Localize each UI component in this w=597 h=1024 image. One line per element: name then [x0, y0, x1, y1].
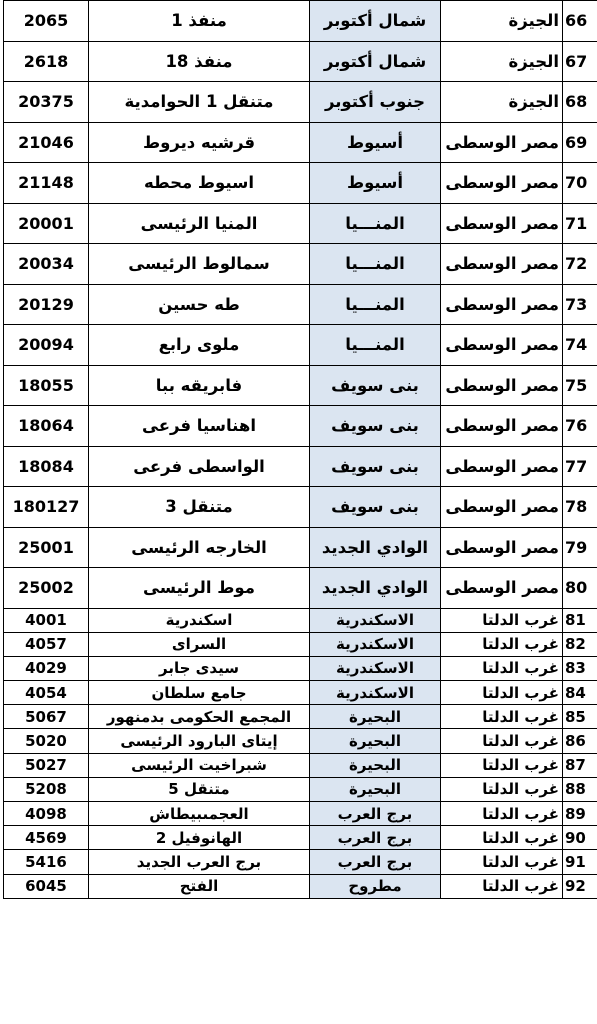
region-cell: غرب الدلتا	[441, 777, 563, 801]
office-code-cell: 4057	[4, 632, 89, 656]
governorate-cell: الوادي الجديد	[310, 568, 441, 609]
office-name-cell: المجمع الحكومى بدمنهور	[89, 705, 310, 729]
office-code-cell: 18055	[4, 365, 89, 406]
office-name-cell: الهانوفيل 2	[89, 826, 310, 850]
office-code-cell: 20129	[4, 284, 89, 325]
table-row	[4, 656, 597, 680]
office-code-cell: 18064	[4, 406, 89, 447]
region-cell: مصر الوسطى	[441, 527, 563, 568]
office-name-cell: منفذ 18	[89, 41, 310, 82]
row-number-cell: 80	[563, 568, 597, 609]
office-code-cell: 2618	[4, 41, 89, 82]
row-number-cell: 77	[563, 446, 597, 487]
table-row	[4, 82, 597, 123]
row-number-cell: 74	[563, 325, 597, 366]
governorate-cell: شمال أكتوبر	[310, 1, 441, 42]
office-name-cell: السراى	[89, 632, 310, 656]
governorate-cell: المنـــيا	[310, 325, 441, 366]
office-name-cell: منفذ 1	[89, 1, 310, 42]
governorate-cell: برج العرب	[310, 826, 441, 850]
region-cell: مصر الوسطى	[441, 122, 563, 163]
row-number-cell: 91	[563, 850, 597, 874]
row-number-cell: 66	[563, 1, 597, 42]
row-number-cell: 70	[563, 163, 597, 204]
office-code-cell: 21148	[4, 163, 89, 204]
office-code-cell: 5027	[4, 753, 89, 777]
region-cell: مصر الوسطى	[441, 284, 563, 325]
row-number-cell: 82	[563, 632, 597, 656]
table-row	[4, 874, 597, 898]
office-code-cell: 4001	[4, 608, 89, 632]
row-number-cell: 75	[563, 365, 597, 406]
governorate-cell: المنـــيا	[310, 244, 441, 285]
region-cell: مصر الوسطى	[441, 244, 563, 285]
table-row	[4, 729, 597, 753]
governorate-cell: الاسكندرية	[310, 632, 441, 656]
governorate-cell: المنـــيا	[310, 203, 441, 244]
office-code-cell: 5067	[4, 705, 89, 729]
row-number-cell: 72	[563, 244, 597, 285]
table-body	[4, 1, 597, 899]
row-number-cell: 67	[563, 41, 597, 82]
region-cell: غرب الدلتا	[441, 826, 563, 850]
post-office-table	[3, 0, 597, 899]
table-row	[4, 705, 597, 729]
governorate-cell: جنوب أكتوبر	[310, 82, 441, 123]
table-row	[4, 41, 597, 82]
region-cell: غرب الدلتا	[441, 874, 563, 898]
region-cell: غرب الدلتا	[441, 753, 563, 777]
region-cell: مصر الوسطى	[441, 163, 563, 204]
table-row	[4, 244, 597, 285]
office-code-cell: 25002	[4, 568, 89, 609]
office-code-cell: 20034	[4, 244, 89, 285]
office-name-cell: شبراخيت الرئيسى	[89, 753, 310, 777]
office-name-cell: المنيا الرئيسى	[89, 203, 310, 244]
office-code-cell: 4098	[4, 802, 89, 826]
governorate-cell: بنى سويف	[310, 365, 441, 406]
row-number-cell: 71	[563, 203, 597, 244]
office-name-cell: العجمىبيطاش	[89, 802, 310, 826]
row-number-cell: 89	[563, 802, 597, 826]
office-name-cell: اهناسيا فرعى	[89, 406, 310, 447]
table-row	[4, 850, 597, 874]
office-name-cell: موط الرئيسى	[89, 568, 310, 609]
office-name-cell: إيتاى البارود الرئيسى	[89, 729, 310, 753]
row-number-cell: 68	[563, 82, 597, 123]
office-name-cell: طه حسين	[89, 284, 310, 325]
office-code-cell: 4029	[4, 656, 89, 680]
office-code-cell: 5020	[4, 729, 89, 753]
office-code-cell: 5416	[4, 850, 89, 874]
office-code-cell: 2065	[4, 1, 89, 42]
table-row	[4, 365, 597, 406]
region-cell: مصر الوسطى	[441, 365, 563, 406]
governorate-cell: برج العرب	[310, 850, 441, 874]
office-code-cell: 25001	[4, 527, 89, 568]
governorate-cell: البحيرة	[310, 753, 441, 777]
office-name-cell: متنقل 5	[89, 777, 310, 801]
row-number-cell: 76	[563, 406, 597, 447]
table-row	[4, 163, 597, 204]
table-row	[4, 325, 597, 366]
region-cell: مصر الوسطى	[441, 325, 563, 366]
region-cell: غرب الدلتا	[441, 632, 563, 656]
office-code-cell: 4569	[4, 826, 89, 850]
table-row	[4, 681, 597, 705]
office-name-cell: سيدى جابر	[89, 656, 310, 680]
governorate-cell: بنى سويف	[310, 487, 441, 528]
governorate-cell: بنى سويف	[310, 446, 441, 487]
governorate-cell: البحيرة	[310, 729, 441, 753]
table-row	[4, 826, 597, 850]
office-code-cell: 180127	[4, 487, 89, 528]
row-number-cell: 79	[563, 527, 597, 568]
office-name-cell: متنقل 1 الحوامدية	[89, 82, 310, 123]
table-row	[4, 753, 597, 777]
governorate-cell: الاسكندرية	[310, 608, 441, 632]
row-number-cell: 69	[563, 122, 597, 163]
row-number-cell: 92	[563, 874, 597, 898]
office-name-cell: الخارجه الرئيسى	[89, 527, 310, 568]
office-code-cell: 6045	[4, 874, 89, 898]
office-code-cell: 20094	[4, 325, 89, 366]
governorate-cell: الاسكندرية	[310, 681, 441, 705]
table-row	[4, 122, 597, 163]
office-name-cell: جامع سلطان	[89, 681, 310, 705]
region-cell: مصر الوسطى	[441, 203, 563, 244]
office-name-cell: سمالوط الرئيسى	[89, 244, 310, 285]
table-row	[4, 284, 597, 325]
office-name-cell: فابريقه ببا	[89, 365, 310, 406]
governorate-cell: مطروح	[310, 874, 441, 898]
row-number-cell: 87	[563, 753, 597, 777]
region-cell: غرب الدلتا	[441, 705, 563, 729]
table-row	[4, 568, 597, 609]
table-row	[4, 203, 597, 244]
region-cell: غرب الدلتا	[441, 656, 563, 680]
row-number-cell: 78	[563, 487, 597, 528]
table-row	[4, 446, 597, 487]
region-cell: الجيزة	[441, 82, 563, 123]
region-cell: مصر الوسطى	[441, 568, 563, 609]
table-row	[4, 487, 597, 528]
region-cell: غرب الدلتا	[441, 681, 563, 705]
office-code-cell: 5208	[4, 777, 89, 801]
office-name-cell: اسكندرية	[89, 608, 310, 632]
governorate-cell: أسيوط	[310, 122, 441, 163]
governorate-cell: البحيرة	[310, 705, 441, 729]
office-name-cell: اسيوط محطه	[89, 163, 310, 204]
region-cell: مصر الوسطى	[441, 406, 563, 447]
governorate-cell: شمال أكتوبر	[310, 41, 441, 82]
office-code-cell: 18084	[4, 446, 89, 487]
governorate-cell: بنى سويف	[310, 406, 441, 447]
table-row	[4, 527, 597, 568]
row-number-cell: 85	[563, 705, 597, 729]
region-cell: غرب الدلتا	[441, 850, 563, 874]
region-cell: غرب الدلتا	[441, 729, 563, 753]
office-name-cell: قرشيه ديروط	[89, 122, 310, 163]
row-number-cell: 81	[563, 608, 597, 632]
table-row	[4, 802, 597, 826]
table-row	[4, 632, 597, 656]
office-name-cell: الواسطى فرعى	[89, 446, 310, 487]
region-cell: غرب الدلتا	[441, 802, 563, 826]
office-code-cell: 20375	[4, 82, 89, 123]
governorate-cell: المنـــيا	[310, 284, 441, 325]
row-number-cell: 83	[563, 656, 597, 680]
governorate-cell: الاسكندرية	[310, 656, 441, 680]
office-name-cell: برج العرب الجديد	[89, 850, 310, 874]
governorate-cell: برج العرب	[310, 802, 441, 826]
governorate-cell: الوادي الجديد	[310, 527, 441, 568]
office-name-cell: ملوى رابع	[89, 325, 310, 366]
table-row	[4, 608, 597, 632]
row-number-cell: 86	[563, 729, 597, 753]
office-name-cell: متنقل 3	[89, 487, 310, 528]
post-office-table-sheet	[3, 0, 592, 899]
row-number-cell: 88	[563, 777, 597, 801]
region-cell: غرب الدلتا	[441, 608, 563, 632]
office-code-cell: 4054	[4, 681, 89, 705]
row-number-cell: 73	[563, 284, 597, 325]
table-row	[4, 1, 597, 42]
office-name-cell: الفتح	[89, 874, 310, 898]
region-cell: مصر الوسطى	[441, 446, 563, 487]
governorate-cell: أسيوط	[310, 163, 441, 204]
table-row	[4, 406, 597, 447]
row-number-cell: 84	[563, 681, 597, 705]
region-cell: الجيزة	[441, 1, 563, 42]
row-number-cell: 90	[563, 826, 597, 850]
office-code-cell: 20001	[4, 203, 89, 244]
region-cell: الجيزة	[441, 41, 563, 82]
governorate-cell: البحيرة	[310, 777, 441, 801]
table-row	[4, 777, 597, 801]
office-code-cell: 21046	[4, 122, 89, 163]
region-cell: مصر الوسطى	[441, 487, 563, 528]
